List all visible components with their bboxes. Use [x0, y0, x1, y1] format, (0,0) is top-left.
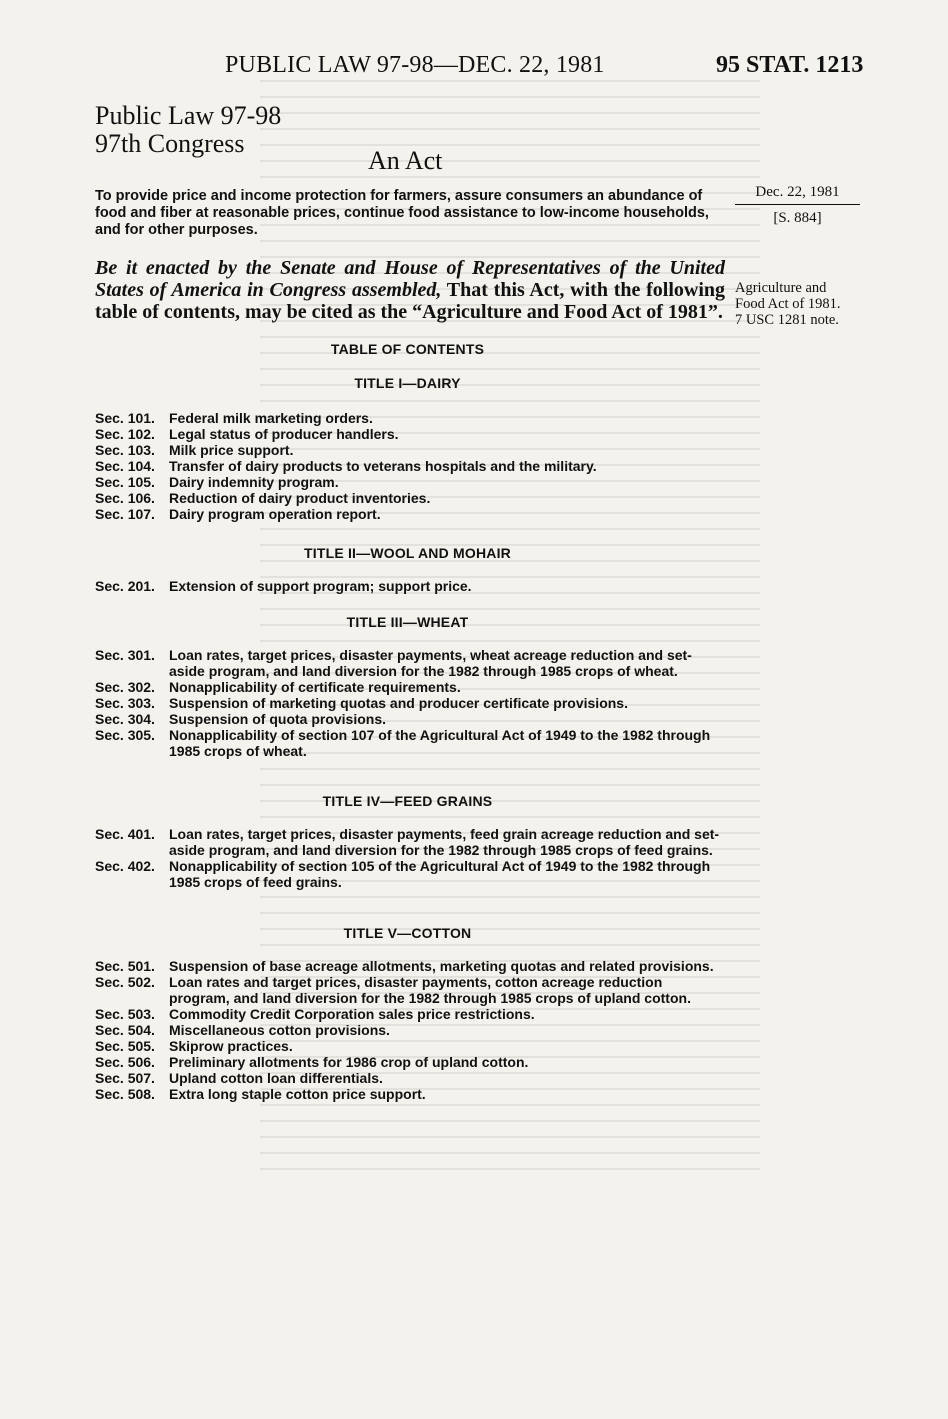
section-number: Sec. 508. — [95, 1086, 155, 1102]
list-item — [95, 974, 725, 1006]
section-list — [95, 958, 725, 1102]
list-item — [95, 679, 725, 695]
section-number: Sec. 201. — [95, 578, 155, 594]
running-header-stat: 95 STAT. 1213 — [716, 52, 864, 78]
section-number: Sec. 303. — [95, 695, 155, 711]
act-heading: An Act — [368, 146, 443, 175]
section-title: Preliminary allotments for 1986 crop of upland cotton. — [169, 1054, 529, 1070]
section-number: Sec. 506. — [95, 1054, 155, 1070]
margin-date: Dec. 22, 1981 — [735, 184, 860, 205]
margin-note-line: Food Act of 1981. — [735, 296, 841, 312]
title-heading: TITLE III—WHEAT — [346, 614, 469, 630]
margin-note-line: Agriculture and — [735, 280, 827, 296]
title-heading: TITLE V—COTTON — [343, 925, 472, 941]
section-title: Dairy indemnity program. — [169, 474, 339, 490]
list-item — [95, 826, 725, 858]
section-title: Suspension of base acreage allotments, marketing quotas and related provisions. — [169, 958, 714, 974]
congress-number: 97th Congress — [95, 129, 245, 158]
section-number: Sec. 503. — [95, 1006, 155, 1022]
list-item — [95, 695, 725, 711]
section-list — [95, 410, 725, 522]
section-list — [95, 647, 725, 759]
enacting-clause-text: That this Act, with the following table of contents, may be cited as the “Agriculture and Food Act of 1981”. — [95, 279, 726, 323]
enacting-clause — [95, 257, 725, 323]
section-title: Suspension of marketing quotas and producer certificate provisions. — [169, 695, 628, 711]
section-number: Sec. 507. — [95, 1070, 155, 1086]
section-title: Skiprow practices. — [169, 1038, 293, 1054]
section-number: Sec. 501. — [95, 958, 155, 974]
list-item — [95, 711, 725, 727]
list-item — [95, 578, 725, 594]
section-title: Loan rates, target prices, disaster payments, wheat acreage reduction and set-aside program, and land diversion for the 1982 through 1985 crops of wheat. — [169, 647, 692, 679]
list-item — [95, 727, 725, 759]
section-title: Miscellaneous cotton provisions. — [169, 1022, 390, 1038]
section-number: Sec. 301. — [95, 647, 155, 663]
section-number: Sec. 105. — [95, 474, 155, 490]
section-title: Nonapplicability of certificate requirements. — [169, 679, 461, 695]
section-title: Nonapplicability of section 105 of the Agricultural Act of 1949 to the 1982 through 1985 crops of feed grains. — [169, 858, 711, 890]
list-item — [95, 474, 725, 490]
margin-citation-note — [735, 280, 870, 328]
section-number: Sec. 104. — [95, 458, 155, 474]
title-heading: TITLE II—WOOL AND MOHAIR — [303, 545, 511, 561]
list-item — [95, 410, 725, 426]
act-purpose: To provide price and income protection for farmers, assure consumers an abundance of food and fiber at reasonable prices, continue food assistance to low-income households, and for other purposes. — [95, 188, 709, 238]
section-number: Sec. 102. — [95, 426, 155, 442]
title-heading: TITLE I—DAIRY — [354, 375, 461, 391]
section-title: Nonapplicability of section 107 of the Agricultural Act of 1949 to the 1982 through 1985 crops of wheat. — [169, 727, 711, 759]
section-number: Sec. 304. — [95, 711, 155, 727]
section-title: Federal milk marketing orders. — [169, 410, 373, 426]
list-item — [95, 1006, 725, 1022]
list-item — [95, 1070, 725, 1086]
list-item — [95, 506, 725, 522]
section-number: Sec. 502. — [95, 974, 155, 990]
running-header-title: PUBLIC LAW 97-98—DEC. 22, 1981 — [225, 52, 605, 78]
section-number: Sec. 106. — [95, 490, 155, 506]
section-title: Extra long staple cotton price support. — [169, 1086, 426, 1102]
list-item — [95, 1022, 725, 1038]
section-number: Sec. 504. — [95, 1022, 155, 1038]
section-number: Sec. 107. — [95, 506, 155, 522]
section-title: Loan rates and target prices, disaster payments, cotton acreage reduction program, and land diversion for the 1982 through 1985 crops of upland cotton. — [169, 974, 691, 1006]
list-item — [95, 1054, 725, 1070]
section-title: Legal status of producer handlers. — [169, 426, 399, 442]
section-number: Sec. 101. — [95, 410, 155, 426]
section-number: Sec. 402. — [95, 858, 155, 874]
title-heading: TITLE IV—FEED GRAINS — [322, 793, 493, 809]
list-item — [95, 1086, 725, 1102]
margin-bill-number: [S. 884] — [773, 210, 822, 226]
section-list — [95, 578, 725, 594]
section-number: Sec. 401. — [95, 826, 155, 842]
list-item — [95, 458, 725, 474]
law-identifier — [95, 102, 281, 158]
section-title: Reduction of dairy product inventories. — [169, 490, 431, 506]
table-of-contents-heading: TABLE OF CONTENTS — [330, 341, 485, 357]
list-item — [95, 858, 725, 890]
section-title: Loan rates, target prices, disaster payments, feed grain acreage reduction and set-aside program, and land diversion for the 1982 through 1985 crops of feed grains. — [169, 826, 720, 858]
section-title: Commodity Credit Corporation sales price restrictions. — [169, 1006, 535, 1022]
section-list — [95, 826, 725, 890]
section-title: Extension of support program; support price. — [169, 578, 472, 594]
list-item — [95, 1038, 725, 1054]
section-title: Upland cotton loan differentials. — [169, 1070, 383, 1086]
section-title: Suspension of quota provisions. — [169, 711, 387, 727]
enacting-clause-italic: Be it enacted by the Senate and House of Representatives of the United States of America in Congress assembled, — [95, 257, 725, 301]
section-title: Transfer of dairy products to veterans hospitals and the military. — [169, 458, 597, 474]
section-number: Sec. 103. — [95, 442, 155, 458]
list-item — [95, 958, 725, 974]
section-number: Sec. 302. — [95, 679, 155, 695]
section-title: Dairy program operation report. — [169, 506, 381, 522]
section-number: Sec. 505. — [95, 1038, 155, 1054]
list-item — [95, 490, 725, 506]
section-number: Sec. 305. — [95, 727, 155, 743]
list-item — [95, 426, 725, 442]
list-item — [95, 442, 725, 458]
law-number: Public Law 97-98 — [95, 101, 282, 130]
margin-date-block — [735, 184, 860, 227]
section-title: Milk price support. — [169, 442, 294, 458]
list-item — [95, 647, 725, 679]
margin-note-line: 7 USC 1281 note. — [735, 312, 839, 328]
